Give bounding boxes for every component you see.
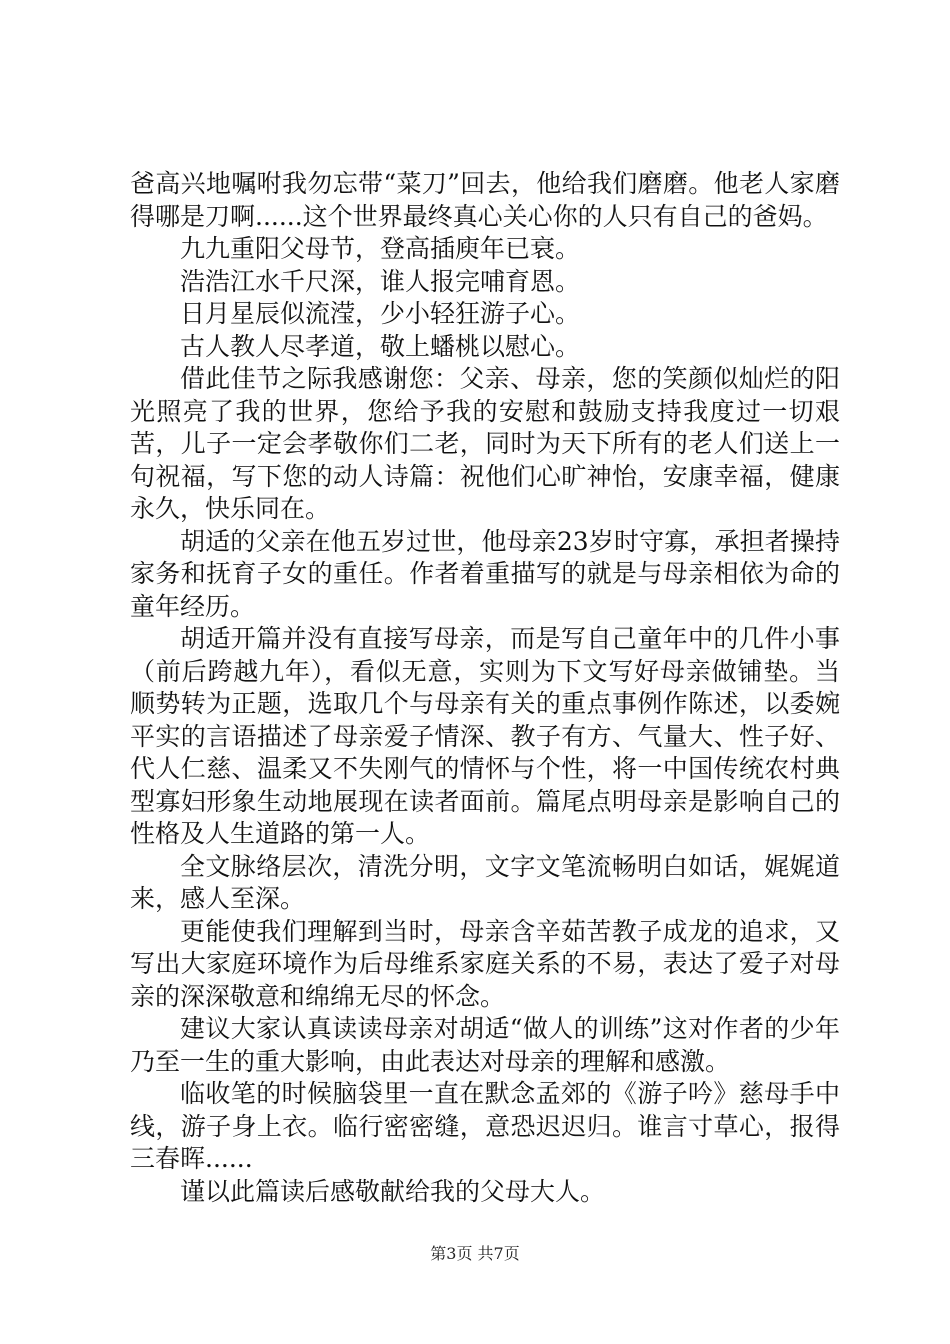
paragraph-1: 爸高兴地嘱咐我勿忘带“菜刀”回去，他给我们磨磨。他老人家磨得哪是刀啊......这个世界最终真心关心你的人只有自己的爸妈。 bbox=[130, 169, 840, 231]
page-number-footer: 第3页 共7页 bbox=[430, 1244, 520, 1263]
paragraph-thanks: 借此佳节之际我感谢您：父亲、母亲，您的笑颜似灿烂的阳光照亮了我的世界，您给予我的安慰和鼓励支持我度过一切艰苦，儿子一定会孝敬你们二老，同时为天下所有的老人们送上一句祝福，写下您的动人诗篇：祝他们心旷神怡，安康幸福，健康永久，快乐同在。 bbox=[130, 364, 840, 523]
paragraph-suggestion: 建议大家认真读读母亲对胡适“做人的训练”这对作者的少年乃至一生的重大影响，由此表达对母亲的理解和感激。 bbox=[130, 1014, 840, 1076]
poem-line-4: 古人教人尽孝道，敬上蟠桃以慰心。 bbox=[180, 331, 581, 361]
poem-line-3: 日月星辰似流滢，少小轻狂游子心。 bbox=[180, 299, 581, 328]
poem-line-1: 九九重阳父母节，登高插庾年已衰。 bbox=[180, 234, 581, 263]
paragraph-hushi-father: 胡适的父亲在他五岁过世，他母亲23岁时守寡，承担者操持家务和抚育子女的重任。作者着重描写的就是与母亲相依为命的童年经历。 bbox=[130, 526, 840, 621]
paragraph-youziyin: 临收笔的时候脑袋里一直在默念孟郊的《游子吟》慈母手中线，游子身上衣。临行密密缝，意恐迟迟归。谁言寸草心，报得三春晖...... bbox=[130, 1079, 840, 1173]
document-body bbox=[130, 168, 840, 1208]
paragraph-dedication: 谨以此篇读后感敬献给我的父母大人。 bbox=[180, 1176, 606, 1206]
paragraph-understanding: 更能使我们理解到当时，母亲含辛茹苦教子成龙的追求，又写出大家庭环境作为后母维系家庭关系的不易，表达了爱子对母亲的深深敬意和绵绵无尽的怀念。 bbox=[130, 916, 840, 1011]
paragraph-hushi-opening: 胡适开篇并没有直接写母亲，而是写自己童年中的几件小事（前后跨越九年），看似无意，实则为下文写好母亲做铺垫。当顺势转为正题，选取几个与母亲有关的重点事例作陈述，以委婉平实的言语描述了母亲爱子情深、教子有方、气量大、性子好、代人仁慈、温柔又不失刚气的情怀与个性，将一中国传统农村典型寡妇形象生动地展现在读者面前。篇尾点明母亲是影响自己的性格及人生道路的第一人。 bbox=[130, 624, 840, 848]
paragraph-structure: 全文脉络层次，清洗分明，文字文笔流畅明白如话，娓娓道来，感人至深。 bbox=[130, 851, 840, 913]
poem-line-2: 浩浩江水千尺深，谁人报完哺育恩。 bbox=[180, 266, 581, 296]
